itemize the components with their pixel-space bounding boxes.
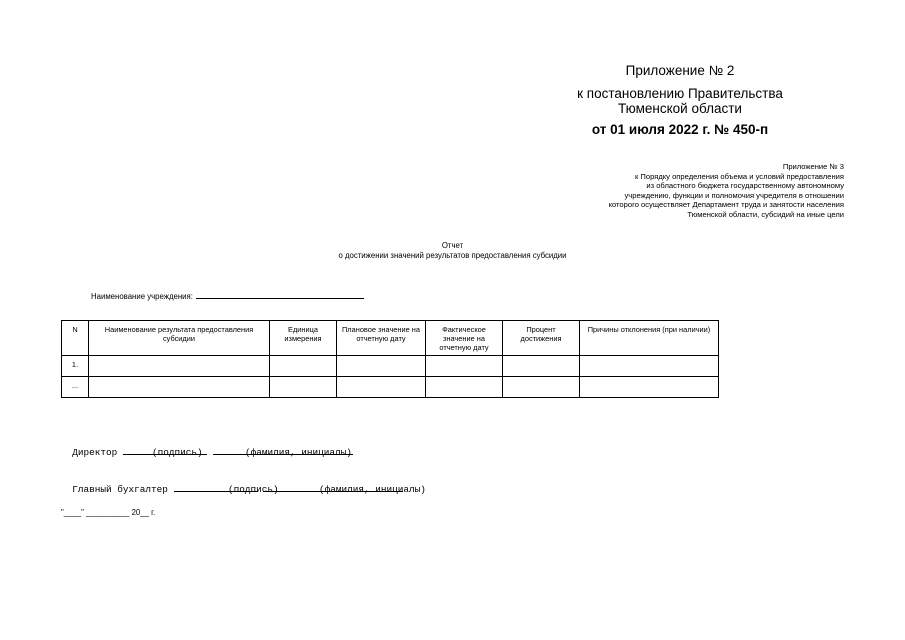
accountant-name-hint: (фамилия, инициалы) [319,484,426,495]
table-cell[interactable] [337,355,426,376]
report-title: Отчет [441,241,464,250]
director-sign-hint: (подпись) [152,447,203,458]
report-table [61,320,719,398]
appendix-2-ref-line: к постановлению Правительства [577,86,783,101]
table-cell[interactable] [426,376,503,397]
org-name-label: Наименование учреждения: [91,292,193,301]
appendix-2-region-line: Тюменской области [618,101,742,116]
appendix-2-decree-date: от 01 июля 2022 г. № 450-п [591,122,769,137]
table-header-row [62,321,719,356]
table-cell[interactable] [270,376,337,397]
table-cell[interactable] [89,355,270,376]
table-cell[interactable] [580,355,719,376]
accountant-sign-hint: (подпись) [228,484,279,495]
header-cell-number: N [62,321,89,356]
header-cell-percent: Процент достижения [503,321,580,356]
table-cell[interactable] [580,376,719,397]
appendix-3-line: к Порядку определения объема и условий предоставления [634,171,844,181]
table-cell[interactable] [337,376,426,397]
header-cell-result-name: Наименование результата предоставления субсидии [89,321,270,356]
appendix-3-line: которого осуществляет Департамент труда и занятости населения [608,200,844,210]
org-name-row [91,290,364,302]
table-cell[interactable] [89,376,270,397]
appendix-3-line: Приложение № 3 [782,162,844,171]
appendix-3-line: учреждению, функции и полномочия учредителя в отношении [624,190,844,200]
appendix-3-line: из областного бюджета государственному автономному [646,181,844,191]
table-row [62,376,719,397]
header-cell-unit: Единица измерения [270,321,337,356]
header-cell-planned: Плановое значение на отчетную дату [337,321,426,356]
table-cell: 1. [62,355,89,376]
appendix-3-block [540,162,844,220]
director-label: Директор [72,447,118,458]
table-cell[interactable] [503,376,580,397]
director-name-hint: (фамилия, инициалы) [245,447,352,458]
header-cell-actual: Фактическое значение на отчетную дату [426,321,503,356]
table-cell[interactable] [503,355,580,376]
report-subtitle: о достижении значений результатов предоставления субсидии [338,251,567,260]
appendix-3-line: Тюменской области, субсидий на иные цели [687,209,844,219]
table-cell[interactable] [426,355,503,376]
table-cell: ... [62,376,89,397]
header-cell-reasons: Причины отклонения (при наличии) [580,321,719,356]
date-line: "____" __________ 20__ г. [61,508,156,517]
org-name-field[interactable] [196,290,364,299]
appendix-2-title: Приложение № 2 [625,63,735,78]
table-cell[interactable] [270,355,337,376]
table-row [62,355,719,376]
accountant-label: Главный бухгалтер [72,484,168,495]
